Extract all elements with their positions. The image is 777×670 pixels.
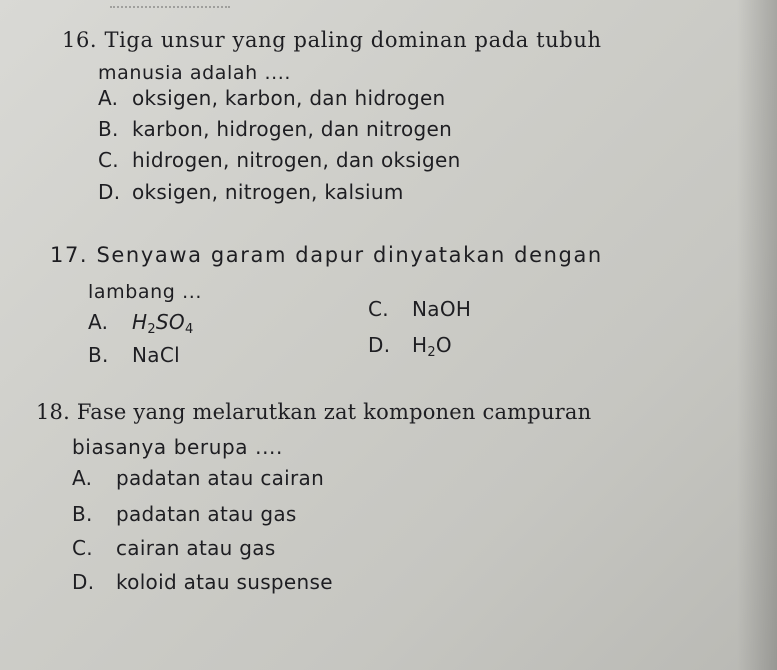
option-text: NaOH xyxy=(412,297,472,321)
option-letter: C. xyxy=(72,536,93,560)
q16-option-d xyxy=(98,180,404,204)
q18-option-a xyxy=(72,466,324,490)
question-number: 16. xyxy=(62,28,98,52)
top-bleed-through xyxy=(110,0,230,8)
option-text: cairan atau gas xyxy=(116,536,276,560)
question-18-line1 xyxy=(36,400,591,424)
question-16-line2: manusia adalah .... xyxy=(98,62,292,84)
option-letter: D. xyxy=(98,180,121,204)
option-text: padatan atau cairan xyxy=(116,466,325,490)
q17-option-c xyxy=(368,297,471,321)
formula-subscript: 2 xyxy=(147,322,156,337)
q16-option-c xyxy=(98,148,461,172)
option-letter: A. xyxy=(98,86,119,110)
option-text: NaCl xyxy=(132,343,180,367)
q17-option-b xyxy=(88,343,180,367)
option-text: hidrogen, nitrogen, dan oksigen xyxy=(132,148,461,172)
formula-part: O xyxy=(435,333,452,357)
option-letter: B. xyxy=(98,117,119,141)
q17-option-a xyxy=(88,310,194,337)
formula-part: H xyxy=(132,310,148,334)
formula-subscript: 4 xyxy=(184,322,194,337)
question-16-line1 xyxy=(62,28,602,52)
question-number: 18. xyxy=(36,400,70,424)
formula-part: SO xyxy=(155,310,185,334)
question-number: 17. xyxy=(50,243,89,267)
option-text: karbon, hidrogen, dan nitrogen xyxy=(132,117,453,141)
question-text: Fase yang melarutkan zat komponen campuran xyxy=(76,400,592,424)
q18-option-b xyxy=(72,502,297,526)
option-letter: C. xyxy=(368,297,389,321)
option-letter: A. xyxy=(88,310,109,334)
option-letter: B. xyxy=(88,343,109,367)
formula-subscript: 2 xyxy=(427,345,436,360)
question-text: Tiga unsur yang paling dominan pada tubuh xyxy=(104,28,602,52)
option-letter: D. xyxy=(368,333,391,357)
option-text: koloid atau suspense xyxy=(116,570,333,594)
q18-option-d xyxy=(72,570,333,594)
option-text: padatan atau gas xyxy=(116,502,297,526)
page-edge-shadow xyxy=(737,0,777,670)
q17-option-d xyxy=(368,333,452,360)
question-17-line2: lambang ... xyxy=(88,281,202,303)
question-text: Senyawa garam dapur dinyatakan dengan xyxy=(96,243,603,267)
option-letter: A. xyxy=(72,466,93,490)
q16-option-b xyxy=(98,117,452,141)
formula-part: H xyxy=(412,333,428,357)
question-18-line2: biasanya berupa .... xyxy=(72,435,283,459)
q18-option-c xyxy=(72,536,276,560)
q16-option-a xyxy=(98,86,446,110)
question-17-line1 xyxy=(50,243,603,267)
option-text: oksigen, nitrogen, kalsium xyxy=(132,180,404,204)
option-letter: C. xyxy=(98,148,119,172)
option-text: oksigen, karbon, dan hidrogen xyxy=(132,86,446,110)
option-letter: B. xyxy=(72,502,93,526)
option-letter: D. xyxy=(72,570,95,594)
